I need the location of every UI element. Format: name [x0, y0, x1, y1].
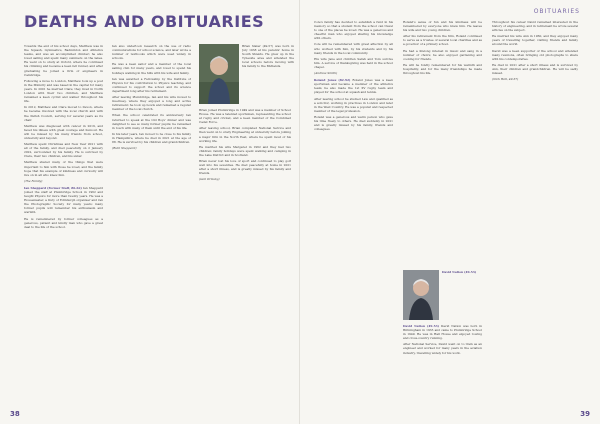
photo-caption: David Nation (49-53) [442, 270, 477, 274]
paragraph: After his retirement from the firm, Roland continued to serve as a trustee of several local charities and as a governor of a primary school. [403, 34, 482, 47]
paragraph: Cole's family has decided to establish a fund in his memory so that a student from the school can travel to one of the places he loved. He was a generous and cheerful man who enjoyed sharing his knowledge with others. [314, 20, 393, 41]
paragraph: He married his wife Ann in 1960, and they enjoyed many years of travelling together, visiting friends and family around the world. [492, 34, 578, 47]
signature: (Nick Hall, 49-57) [492, 77, 519, 82]
paragraph: In 2012, Matthew and Clare moved to Devon, where he became involved with the local church and with the Parish Council, serving for several years as its chair. [24, 105, 103, 122]
photo-caption-block [242, 44, 294, 104]
obituary-photo-brian-slater [199, 44, 239, 104]
paragraph: In his later years, Ian moved to be close to his family in Hampshire, where he died in 2021 at the age of 88. He is survived by his children and grandchildren. [112, 131, 191, 144]
signature: (The Family) [24, 178, 43, 183]
paragraph: He will be fondly remembered for his warmth and hospitality, and for the many friendships he made throughout his life. [403, 62, 482, 76]
paragraph: When the school celebrated its anniversary Ian returned to speak at the Old Boys' dinner and was delighted to see so many former pupils; he remained in touch with many of them until the end of his life. [112, 113, 191, 130]
paragraph: Brian never lost his love of sport and continued to play golf well into his seventies. He died peacefully at home in 2021 after a short illness, and is greatly missed by his family and friends. [199, 159, 291, 176]
paragraph: He died in 2021 after a short illness and is survived by Ann, their children and grandchildren. He will be sadly missed. [492, 62, 578, 76]
paragraph: After leaving school, Brian completed National Service and then went on to study Engineering at university before joining a major firm in the North East, where he spent most of his working life. [199, 126, 291, 143]
right-column-2-lower [403, 324, 482, 404]
paragraph: He was a keen sailor and a member of the local sailing club for many years, and loved to spend his holidays walking in the hills with his wife and family. [112, 62, 191, 75]
portrait-photo-icon [403, 270, 439, 320]
paragraph: Matthew was diagnosed with cancer in 2019, and faced his illness with great courage and humour. He will be missed by his many friends from school, university and beyond. [24, 123, 103, 140]
left-column-1 [24, 44, 103, 404]
paragraph: After leaving school he studied Law and qualified as a solicitor, working in practices in London and later in the West Country. He was a popular and respected member of the legal profession. [314, 96, 393, 113]
page-number: 38 [10, 410, 20, 418]
portrait-photo-icon [199, 44, 239, 104]
paragraph: After leaving Plumbridge, Ian and his wife moved to Guernsey, where they enjoyed a long and active retirement; he took up bowls and remained a regular member of the local church. [112, 95, 191, 112]
signature: (Ruth Sheppard) [112, 146, 137, 151]
right-column-1 [314, 20, 393, 404]
right-column-2 [403, 20, 482, 270]
paragraph: Matthew spent Christmas and New Year 2021 with all of the family, and died peacefully on 2 January 2022, surrounded by his family. He is survived by Clare, their two children, and his sister. [24, 142, 103, 159]
paragraph: He is remembered by former colleagues as a generous, patient and kindly man who gave a great deal to the life of the school. [24, 216, 103, 229]
obituary-name: David Nation (49-53) [403, 324, 440, 328]
obituary-name: Ian Sheppard (Former Staff, 86-62) [24, 185, 82, 190]
paragraph: David Nation was born in Birmingham in 1935 and came to Plumbridge School in 1949. He was in Hall House and enjoyed rowing and cross-country running. [403, 324, 482, 341]
left-column-3 [199, 108, 291, 404]
paragraph: Ian Sheppard joined the staff at Plumbridge School in 1962 and taught Physics for more than twenty years. He was a Housemaster, a Duty of Edinburgh organiser and ran the Photographic Society for many years; many former pupils will remember his enthusiasm and warmth. [24, 185, 103, 215]
obituary-entry [314, 78, 393, 94]
paragraph: Cole will be remembered with great affection by all who worked with him, by his students and by his many friends in the local community. [314, 42, 393, 55]
page-number: 39 [580, 410, 590, 418]
obituary-name: Roland Jones (82-92) [314, 78, 351, 83]
paragraph: Brian joined Plumbridge in 1949 and was a member of School House. He was a talented sportsman, representing the school at rugby and cricket, and a keen member of the Combined Cadet Force. [199, 108, 291, 125]
paragraph: He had a lifelong interest in music and sang in a number of choirs; he also enjoyed gardening and cooking for friends. [403, 48, 482, 61]
right-page [300, 0, 600, 424]
signature: (Andrew Smith) [314, 71, 338, 76]
paragraph: Ian was awarded a Fellowship by the Institute of Physics for his contribution to Physics teaching, and continued to support the school and its science department long after his retirement. [112, 76, 191, 93]
paragraph: Matthew shared many of the things that were important to him with those he loved, and the family hope that his example of kindness and curiosity will live on in all who knew him. [24, 160, 103, 177]
paragraph: Ian also undertook research on the use of radio communications for school science, and later wrote a number of textbooks which were used widely in schools. [112, 44, 191, 61]
paragraph: He married his wife Margaret in 1962 and they had two children; family holidays were spent walking and camping in the Lake District and in Scotland. [199, 144, 291, 157]
signature: (Gail Ormsby) [199, 177, 220, 182]
paragraph: David was a keen supporter of the school and attended many reunions, often bringing old photographs to share with his contemporaries. [492, 48, 578, 61]
paragraph: After National Service, David went on to train as an engineer and worked for many years in the aviation industry, travelling widely for his work. [403, 342, 482, 355]
paragraph: His wife Jane and children Sarah and Tom survive him. A service of thanksgiving was held in the school chapel. [314, 56, 393, 69]
photo-caption-block [442, 270, 482, 320]
paragraph: Throughout his career David remained interested in the history of engineering, and in retirement he wrote several articles on the subject. [492, 20, 578, 33]
left-column-2 [112, 44, 191, 404]
photo-caption: Brian Slater (49-57) was born in July 1938 at his parents' home in South Shields. He grew up in the Tyneside area and attended the local schools before moving with his family to the Midlands. [242, 44, 294, 69]
paragraph: Roland's sense of fun and his kindness will be remembered by everyone who knew him. He leaves his wife and two young children. [403, 20, 482, 33]
page-title: DEATHS AND OBITUARIES [24, 12, 265, 31]
paragraph: Following a move to London, Matthew took up a post in the Ministry and was based in the capital for many years. In 2001 he married Clare; they lived in North London with their two children, and Matthew remained a keen cyclist and walker throughout his life. [24, 78, 103, 104]
obituary-entry [403, 324, 482, 340]
obituary-photo-david-nation [403, 270, 439, 320]
running-head: OBITUARIES [533, 8, 580, 15]
obituary-entry [24, 186, 103, 215]
right-column-3 [492, 20, 578, 404]
paragraph: Towards the end of his school days, Matthew was in the Squash, Gymnastics, Badminton and Athletics teams, and was an accomplished climber; he also loved sailing and spent many summers on the lakes. He went on to study at Oxford, where he continued his climbing and became a keen fell runner, and after graduating he joined a firm of engineers in Cambridge. [24, 44, 103, 77]
paragraph: Roland was a generous and warm person who gave his time freely to others. He died suddenly in 2021 and is greatly missed by his family, friends and colleagues. [314, 114, 393, 132]
paragraph: Roland Jones was a keen sportsman and became a member of the athletics team; he also made the 1st XV rugby team and played for the school at squash and tennis. [314, 78, 393, 95]
